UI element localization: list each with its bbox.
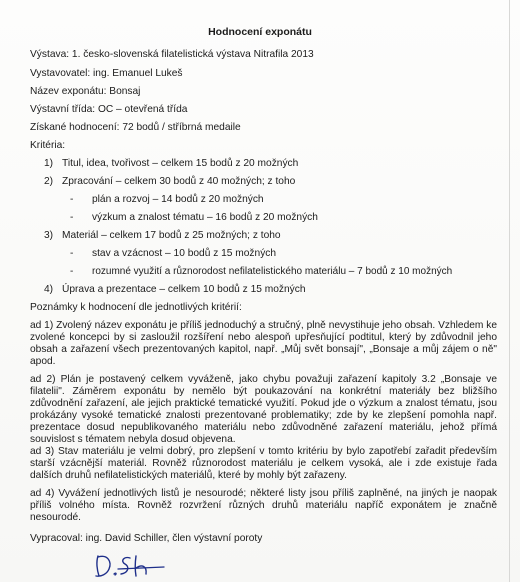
criterion-subitem — [70, 248, 276, 259]
criterion-number: 3) — [44, 230, 54, 241]
criterion-subitem — [70, 212, 318, 223]
criterion-text: stav a vzácnost – 10 bodů z 15 možných — [92, 248, 277, 259]
document-title: Hodnocení exponátu — [208, 26, 312, 38]
notes-heading: Poznámky k hodnocení dle jednotlivých kritérií: — [30, 302, 242, 313]
criterion-text: výzkum a znalost tématu – 16 bodů z 20 možných — [92, 212, 318, 223]
meta-exhibitor: Vystavovatel: ing. Emanuel Lukeš — [30, 68, 183, 79]
criterion-text: Materiál – celkem 17 bodů z 25 možných; z toho — [62, 230, 281, 241]
note-paragraph-2: ad 2) Plán je postavený celkem vyváženě, jako chybu považuji zařazení kapitoly 3.2 „Bonsaje ve filatelii". Záměrem exponátu by nemělo být poukazování na konkrétní materiály bez bližšího zdůvodnění zařazení, ale jejich praktické tematické využití. Pokud jde o výzkum a znalost tématu, jsou prokázány vysoké tematické znalosti prezentované problematiky; zde by ke zlepšení pomohla např. prezentace dosud nepublikovaného materiálu nebo zdůvodněné zařazení materiálu, jehož přímá souvislost s tématem nebyla dosud objevena. — [30, 374, 497, 445]
criterion-text: Zpracování – celkem 30 bodů z 40 možných; z toho — [62, 176, 296, 187]
author-line: Vypracoval: ing. David Schiller, člen výstavní poroty — [30, 533, 263, 544]
page-edge-line — [509, 0, 510, 582]
criterion-item — [44, 284, 306, 295]
criterion-number: 4) — [44, 284, 54, 295]
criterion-bullet: - — [70, 194, 74, 205]
criterion-number: 2) — [44, 176, 54, 187]
criterion-item — [44, 158, 298, 169]
criterion-subitem — [70, 194, 264, 205]
handwritten-signature — [92, 552, 172, 580]
criterion-number: 1) — [44, 158, 54, 169]
criterion-text: Úprava a prezentace – celkem 10 bodů z 15 možných — [62, 284, 306, 295]
criterion-text: Titul, idea, tvořivost – celkem 15 bodů z 20 možných — [62, 158, 299, 169]
meta-exhibition: Výstava: 1. česko-slovenská filatelistická výstava Nitrafila 2013 — [30, 49, 314, 60]
criterion-text: plán a rozvoj – 14 bodů z 20 možných — [92, 194, 264, 205]
criterion-subitem — [70, 266, 452, 277]
meta-class: Výstavní třída: OC – otevřená třída — [30, 104, 188, 115]
criterion-item — [44, 230, 281, 241]
criterion-bullet: - — [70, 266, 74, 277]
meta-result: Získané hodnocení: 72 bodů / stříbrná medaile — [30, 122, 241, 133]
criterion-bullet: - — [70, 212, 74, 223]
note-paragraph-4: ad 4) Vyvážení jednotlivých listů je nesourodé; některé listy jsou příliš zaplněné, na jiných je naopak příliš volného místa. Rovněž rozvržení různých druhů materiálu napříč exponátem je značně nesourodé. — [30, 488, 497, 523]
note-paragraph-1: ad 1) Zvolený název exponátu je příliš jednoduchý a stručný, plně nevystihuje jeho obsah. Vzhledem ke zvolené koncepci by si zasloužil rozšíření nebo alespoň upřesňující podtitul, který by zdůvodnil jeho obsah a zařazení všech prezentovaných kapitol, např. „Můj svět bonsají", „Bonsaje a můj zájem o ně" apod. — [30, 320, 497, 367]
meta-exhibit-name: Název exponátu: Bonsaj — [30, 86, 141, 97]
criterion-bullet: - — [70, 248, 74, 259]
note-paragraph-3: ad 3) Stav materiálu je velmi dobrý, pro zlepšení v tomto kritériu by bylo zapotřebí zařadit především starší vzácnější materiál. Rovněž různorodost materiálu je celkem vysoká, ale i zde existuje řada dalších druhů nefilatelistických materiálů, které by mohly být zařazeny. — [30, 446, 497, 481]
criterion-text: rozumné využití a různorodost nefilatelistického materiálu – 7 bodů z 10 možných — [92, 266, 453, 277]
criteria-heading: Kritéria: — [30, 140, 66, 151]
criterion-item — [44, 176, 295, 187]
